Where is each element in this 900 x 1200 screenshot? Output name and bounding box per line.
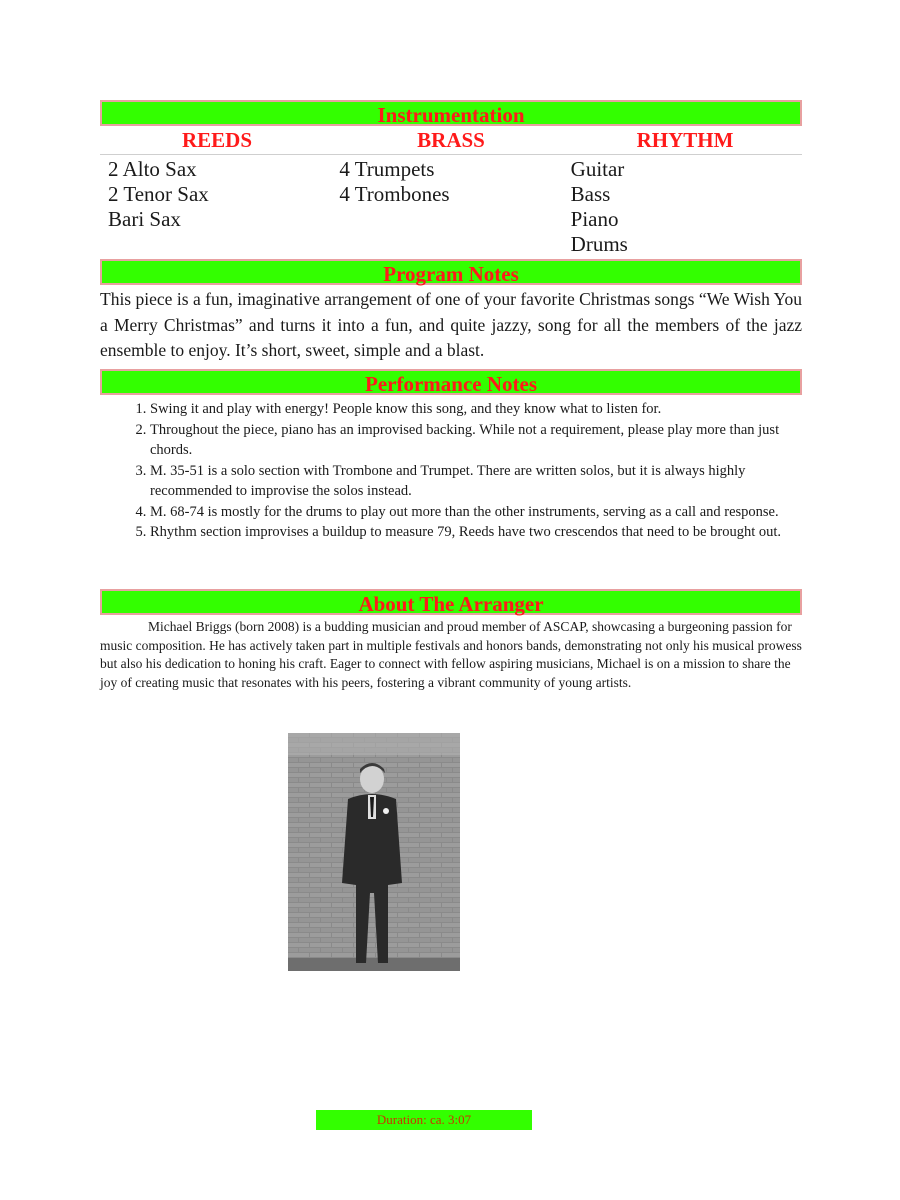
- list-item: 4. M. 68-74 is mostly for the drums to play out more than the other instruments, serving as a call and response.: [150, 502, 802, 523]
- reeds-heading: REEDS: [181, 128, 253, 152]
- instrument-item: Piano: [570, 207, 619, 231]
- instrumentation-column-headings: [100, 126, 802, 155]
- instrument-item: 2 Tenor Sax: [108, 182, 209, 206]
- list-item: 1. Swing it and play with energy! People know this song, and they know what to listen for.: [150, 399, 802, 420]
- reeds-column: [108, 157, 339, 257]
- instrument-item: Guitar: [570, 157, 625, 181]
- instrument-item: Drums: [570, 232, 628, 256]
- brass-heading: BRASS: [417, 128, 485, 152]
- about-arranger-text: Michael Briggs (born 2008) is a budding musician and proud member of ASCAP, showcasing a burgeoning passion for music composition. He has actively taken part in multiple festivals and honors bands, demonstrating not only his musical prowess but also his dedication to honing his craft. Eager to connect with fellow aspiring musicians, Michael is on a mission to share the joy of creating music that resonates with his peers, fostering a vibrant community of young artists.: [100, 619, 802, 690]
- list-item: 3. M. 35-51 is a solo section with Trombone and Trumpet. There are written solos, but it is always highly recommended to improvise the solos instead.: [150, 461, 802, 502]
- rhythm-heading: RHYTHM: [636, 128, 734, 152]
- rhythm-column: [571, 157, 802, 257]
- instrument-item: Bari Sax: [108, 207, 181, 231]
- program-notes-heading: Program Notes: [100, 259, 802, 285]
- arranger-photo: [288, 733, 460, 971]
- about-arranger-heading: About The Arranger: [100, 589, 802, 615]
- program-notes-text: This piece is a fun, imaginative arrangement of one of your favorite Christmas songs “We Wish You a Merry Christmas” and turns it into a fun, and quite jazzy, song for all the members of the jazz ensemble to enjoy. It’s short, sweet, simple and a blast.: [100, 289, 802, 360]
- arranger-photo-image: [288, 733, 460, 971]
- instrumentation-list: [100, 155, 802, 259]
- list-item: 5. Rhythm section improvises a buildup to measure 79, Reeds have two crescendos that need to be brought out.: [150, 522, 802, 543]
- instrument-item: 4 Trombones: [339, 182, 450, 206]
- document-page: [100, 100, 802, 718]
- performance-notes-list: [100, 399, 802, 589]
- instrumentation-heading: Instrumentation: [100, 100, 802, 126]
- list-item: 2. Throughout the piece, piano has an improvised backing. While not a requirement, please play more than just chords.: [150, 420, 802, 461]
- instrument-item: 4 Trumpets: [339, 157, 435, 181]
- duration-label: Duration: ca. 3:07: [316, 1110, 532, 1130]
- performance-notes-heading: Performance Notes: [100, 369, 802, 395]
- instrument-item: Bass: [570, 182, 611, 206]
- brass-column: [339, 157, 570, 257]
- instrument-item: 2 Alto Sax: [108, 157, 197, 181]
